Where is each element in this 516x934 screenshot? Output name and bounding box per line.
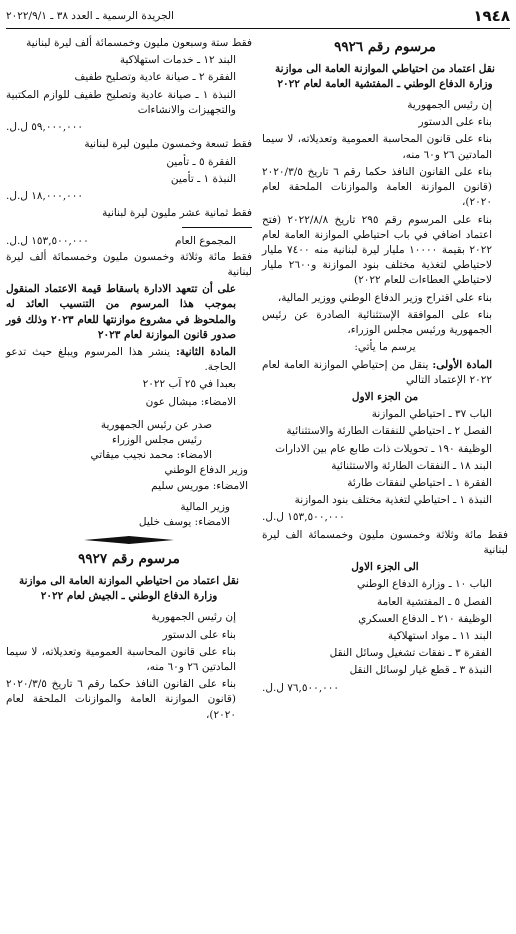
budget-item: الوظيفة ٢١٠ ـ الدفاع العسكري bbox=[358, 612, 492, 625]
preamble-line: إن رئيس الجمهورية bbox=[151, 611, 236, 624]
budget-item: النبذة ١ ـ تأمين bbox=[170, 172, 236, 185]
budget-item: البند ١٢ ـ خدمات استهلاكية bbox=[119, 54, 236, 67]
signature: الامضاء: ميشال عون bbox=[145, 395, 236, 408]
signature-block bbox=[6, 463, 252, 493]
commitment-note: على أن تتعهد الادارة باسقاط قيمة الاعتماد المنقول بموجب هذا المرسوم من التنسيب العائد له والملحوظ في مشروع موازنتها للعام ٢٠٢٣ وذلك فور صدور قانون الموازنة لعام ٢٠٢٣ bbox=[6, 283, 236, 341]
amount: ٧٦,٥٠٠,٠٠٠ ل.ل. bbox=[262, 681, 340, 694]
total-label: المجموع العام bbox=[175, 235, 236, 248]
signature: الامضاء: محمد نجيب ميقاتي bbox=[90, 449, 212, 462]
total-row bbox=[6, 234, 252, 249]
total-amount: ١٥٣,٥٠٠,٠٠٠ ل.ل. bbox=[6, 235, 89, 248]
decrees-heading: يرسم ما يأتي: bbox=[354, 341, 416, 354]
budget-item: الفقرة ١ ـ احتياطي لنفقات طارئة bbox=[347, 477, 492, 490]
issued-by: صدر عن رئيس الجمهورية bbox=[100, 418, 212, 431]
amount-words: فقط مائة وثلاثة وخمسون مليون وخمسمائة الف ليرة لبنانية bbox=[262, 528, 508, 556]
amount: ١٥٣,٥٠٠,٠٠٠ ل.ل. bbox=[262, 511, 345, 524]
budget-item: الباب ٣٧ ـ احتياطي الموازنة bbox=[371, 408, 492, 421]
preamble-line: بناء على القانون النافذ حكما رقم ٦ تاريخ ٢٠٢٠/٣/٥ (قانون الموازنة العامة والموازنات الملحقة لعام ٢٠٢٠)، bbox=[262, 165, 492, 209]
amount-words: فقط ستة وسبعون مليون وخمسمائة ألف ليرة لبنانية bbox=[26, 37, 252, 49]
preamble-line: بناء على الموافقة الإستثنائية الصادرة عن رئيس الجمهورية ورئيس مجلس الوزراء، bbox=[262, 308, 492, 337]
page-header bbox=[6, 6, 510, 29]
preamble-line: بناء على قانون المحاسبة العمومية وتعديلاته، لا سيما المادتين ٢٦ و٦٠ منه، bbox=[262, 133, 492, 161]
article-one-label: المادة الأولى: bbox=[432, 358, 492, 371]
budget-item: النبذة ١ ـ احتياطي لتغذية مختلف بنود الموازنة bbox=[294, 494, 492, 507]
separator-ornament bbox=[6, 536, 252, 544]
minister-title: وزير الدفاع الوطني bbox=[164, 464, 248, 477]
decree-title: مرسوم رقم ٩٩٢٦ bbox=[334, 39, 436, 55]
budget-item: الفقرة ٣ ـ نفقات تشغيل وسائل النقل bbox=[329, 647, 492, 660]
budget-item: النبذة ١ ـ صيانة عادية وتصليح طفيف للوازم المكتبية والتجهيزات والانشاءات bbox=[6, 88, 236, 116]
signature: الامضاء: موريس سليم bbox=[151, 479, 248, 492]
signature-block bbox=[6, 418, 252, 464]
gazette-issue: الجريدة الرسمية ـ العدد ٣٨ ـ ٢٠٢٢/٩/١ bbox=[6, 10, 174, 23]
decree-subject: نقل اعتماد من احتياطي الموازنة العامة الى موازنة وزارة الدفاع الوطني ـ الجيش لعام ٢٠٢٢ bbox=[19, 574, 239, 603]
article-two-text: ينشر هذا المرسوم ويبلغ حيث تدعو الحاجة. bbox=[6, 345, 236, 374]
amount-words: فقط ثمانية عشر مليون ليرة لبنانية bbox=[102, 207, 252, 220]
budget-item: البند ١٨ ـ النفقات الطارئة والاستثنائية bbox=[331, 459, 492, 472]
preamble-line: بناء على الدستور bbox=[418, 116, 492, 129]
article-two-label: المادة الثانية: bbox=[176, 345, 236, 358]
decree-subject: نقل اعتماد من احتياطي الموازنة العامة الى موازنة وزارة الدفاع الوطني ـ المفتشية العامة لعام ٢٠٢٢ bbox=[275, 62, 495, 90]
article-one bbox=[262, 358, 508, 388]
budget-item: الفصل ٢ ـ احتياطي للنفقات الطارئة والاستثنائية bbox=[286, 425, 492, 438]
preamble-line: بناء على الدستور bbox=[162, 628, 236, 641]
amount: ٥٩,٠٠٠,٠٠٠ ل.ل. bbox=[6, 121, 84, 134]
preamble-line: بناء على المرسوم رقم ٢٩٥ تاريخ ٢٠٢٢/٨/٨ (فتح اعتماد اضافي في باب احتياطي الموازنة العامة لعام ٢٠٢٢ بقيمة ١٠٠٠٠ مليار ليرة لبنانية منه ٧٤٠٠ مليار لاحتياطي لتغذية مختلف بنود الموازنة و٢٦٠٠ مليار لاحتياطي العطاءات للعام ٢٠٢٢) bbox=[262, 213, 492, 287]
preamble-line: بناء على القانون النافذ حكما رقم ٦ تاريخ ٢٠٢٠/٣/٥ (قانون الموازنة العامة والموازنات الملحقة لعام ٢٠٢٠)، bbox=[6, 678, 236, 721]
budget-item: الفصل ٥ ـ المفتشية العامة bbox=[376, 595, 492, 608]
signature: الامضاء: يوسف خليل bbox=[138, 516, 230, 529]
page-number: ١٩٤٨ bbox=[473, 7, 510, 26]
from-part-heading: من الجزء الاول bbox=[351, 390, 419, 403]
decree-title: مرسوم رقم ٩٩٢٧ bbox=[78, 551, 180, 568]
budget-item: النبذة ٣ ـ قطع غيار لوسائل النقل bbox=[349, 664, 492, 677]
preamble-line: بناء على اقتراح وزير الدفاع الوطني ووزير المالية، bbox=[277, 291, 492, 304]
pm-title: رئيس مجلس الوزراء bbox=[111, 434, 202, 447]
amount: ١٨,٠٠٠,٠٠٠ ل.ل. bbox=[6, 189, 84, 202]
preamble-line: بناء على قانون المحاسبة العمومية وتعديلاته، لا سيما المادتين ٢٦ و٦٠ منه، bbox=[6, 645, 236, 673]
to-part-heading: الى الجزء الاول bbox=[351, 561, 419, 574]
budget-item: الوظيفة ١٩٠ ـ تحويلات ذات طابع عام بين الادارات bbox=[275, 442, 492, 455]
divider-line bbox=[182, 227, 252, 228]
article-one-text: ينقل من إحتياطي الموازنة العامة لعام ٢٠٢٢ الإعتماد التالي bbox=[262, 358, 492, 386]
signature-block bbox=[6, 500, 252, 530]
issue-date: بعبدا في ٢٥ آب ٢٠٢٢ bbox=[142, 378, 236, 391]
budget-item: الفقرة ٢ ـ صيانة عادية وتصليح طفيف bbox=[74, 71, 236, 84]
article-two bbox=[6, 345, 252, 375]
budget-item: البند ١١ ـ مواد استهلاكية bbox=[387, 630, 492, 642]
total-words: فقط مائة وثلاثة وخمسون مليون وخمسمائة ألف ليرة لبنانية bbox=[6, 250, 252, 278]
budget-item: الفقرة ٥ ـ تأمين bbox=[166, 155, 236, 168]
amount-words: فقط تسعة وخمسون مليون ليرة لبنانية bbox=[84, 138, 252, 151]
left-column bbox=[6, 36, 252, 725]
right-column bbox=[262, 36, 508, 698]
preamble-line: إن رئيس الجمهورية bbox=[407, 99, 492, 111]
budget-item: الباب ١٠ ـ وزارة الدفاع الوطني bbox=[357, 578, 492, 591]
minister-title: وزير المالية bbox=[180, 500, 230, 513]
